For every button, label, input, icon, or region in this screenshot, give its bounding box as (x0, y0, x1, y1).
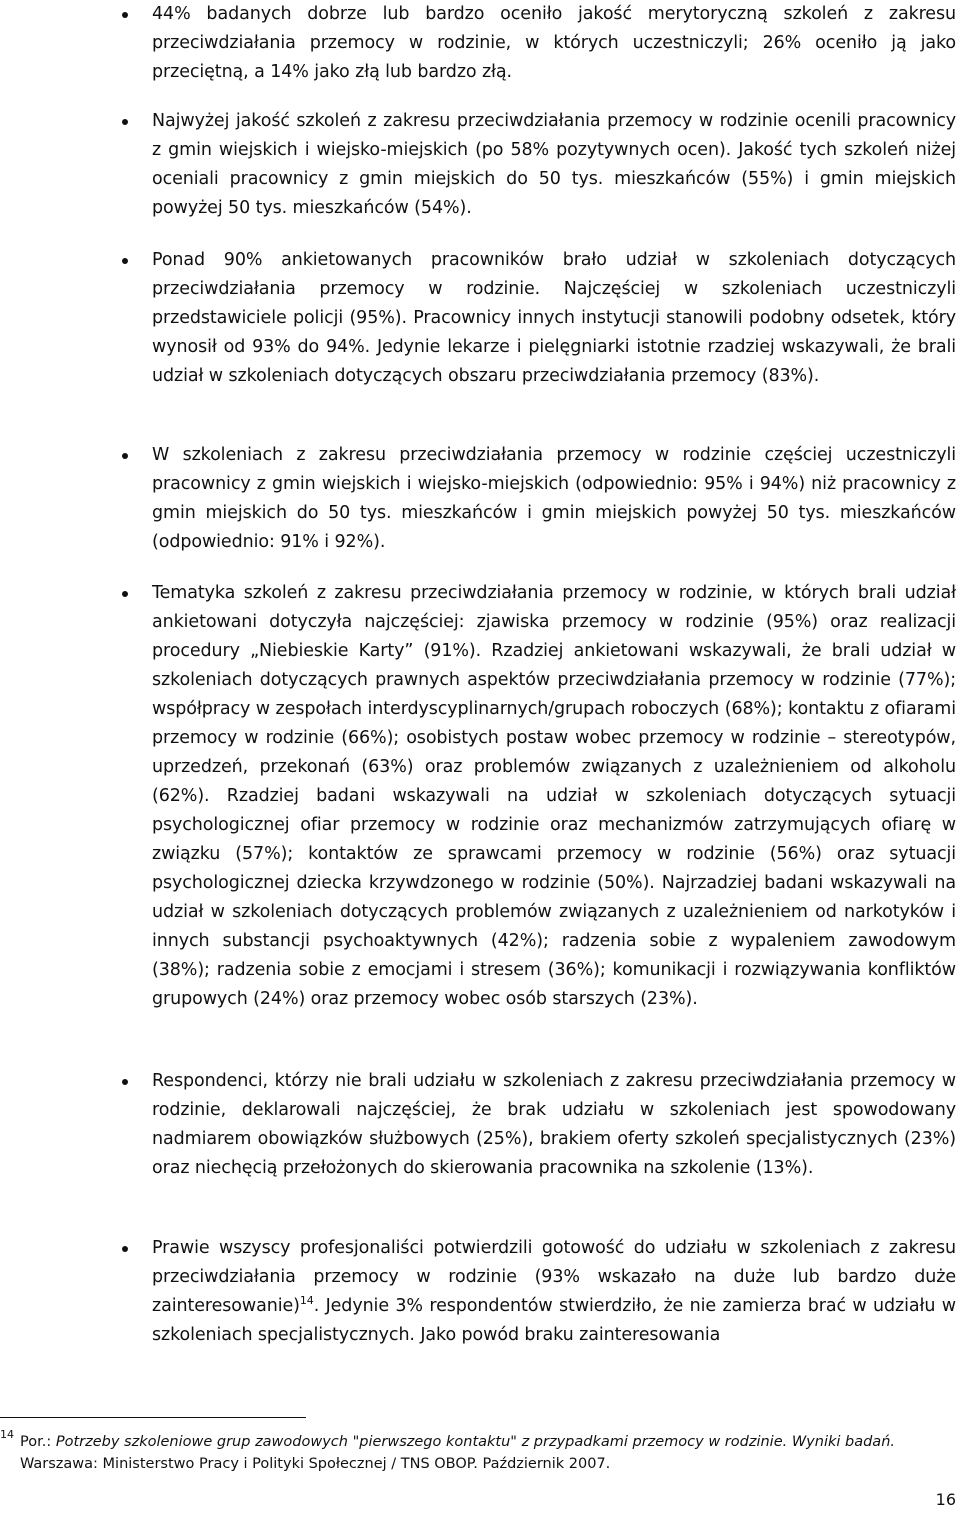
bullet-item (152, 579, 956, 1014)
footnote-reference[interactable]: 14 (299, 1294, 314, 1308)
page-number: 16 (935, 1490, 956, 1509)
bullet-text: 44% badanych dobrze lub bardzo oceniło jakość merytoryczną szkoleń z zakresu przeciwdziałania przemocy w rodzinie, w których uczestniczyli; 26% oceniło ją jako przeciętną, a 14% jako złą lub bardzo złą. (152, 4, 956, 82)
footnote-separator (0, 1417, 306, 1418)
bullet-dot (122, 591, 128, 597)
bullet-dot (122, 258, 128, 264)
bullet-dot (122, 12, 128, 18)
bullet-item (152, 441, 956, 557)
bullet-text: Prawie wszyscy profesjonaliści potwierdzili gotowość do udziału w szkoleniach z zakresu przeciwdziałania przemocy w rodzinie (93% wskazało na duże lub bardzo duże zainteresowanie) (152, 1238, 956, 1316)
bullet-text-continued: . Jedynie 3% respondentów stwierdziło, że nie zamierza brać w udziału w szkoleniach specjalistycznych. Jako powód braku zainteresowania (152, 1296, 956, 1345)
bullet-text: Najwyżej jakość szkoleń z zakresu przeciwdziałania przemocy w rodzinie ocenili pracownicy z gmin wiejskich i wiejsko-miejskich (po 58% pozytywnych ocen). Jakość tych szkoleń niżej oceniali pracownicy z gmin miejskich do 50 tys. mieszkańców (55%) i gmin miejskich powyżej 50 tys. mieszkańców (54%). (152, 111, 956, 218)
footnote-prefix: Por.: (20, 1434, 56, 1450)
footnote-title: Potrzeby szkoleniowe grup zawodowych "pierwszego kontaktu" z przypadkami przemocy w rodzinie. Wyniki badań. (55, 1434, 895, 1450)
bullet-text: Respondenci, którzy nie brali udziału w szkoleniach z zakresu przeciwdziałania przemocy w rodzinie, deklarowali najczęściej, że brak udziału w szkoleniach jest spowodowany nadmiarem obowiązków służbowych (25%), brakiem oferty szkoleń specjalistycznych (23%) oraz niechęcią przełożonych do skierowania pracownika na szkolenie (13%). (152, 1071, 956, 1178)
bullet-text: W szkoleniach z zakresu przeciwdziałania przemocy w rodzinie częściej uczestniczyli pracownicy z gmin wiejskich i wiejsko-miejskich (odpowiednio: 95% i 94%) niż pracownicy z gmin miejskich do 50 tys. mieszkańców i gmin miejskich powyżej 50 tys. mieszkańców (odpowiednio: 91% i 92%). (152, 445, 956, 552)
bullet-text: Tematyka szkoleń z zakresu przeciwdziałania przemocy w rodzinie, w których brali udział ankietowani dotyczyła najczęściej: zjawiska przemocy w rodzinie (95%) oraz realizacji procedury „Niebieskie Karty” (91%). Rzadziej ankietowani wskazywali, że brali udział w szkoleniach dotyczących prawnych aspektów przeciwdziałania przemocy w rodzinie (77%); współpracy w zespołach interdyscyplinarnych/grupach roboczych (68%); kontaktu z ofiarami przemocy w rodzinie (66%); osobistych postaw wobec przemocy w rodzinie – stereotypów, uprzedzeń, przekonań (63%) oraz problemów związanych z uzależnieniem od alkoholu (62%). Rzadziej badani wskazywali na udział w szkoleniach dotyczących sytuacji psychologicznej ofiar przemocy w rodzinie oraz mechanizmów zatrzymujących ofiarę w związku (57%); kontaktów ze sprawcami przemocy w rodzinie (56%) oraz sytuacji psychologicznej dziecka krzywdzonego w rodzinie (50%). Najrzadziej badani wskazywali na udział w szkoleniach dotyczących problemów związanych z uzależnieniem od narkotyków i innych substancji psychoaktywnych (42%); radzenia sobie z wypaleniem zawodowym (38%); radzenia sobie z emocjami i stresem (36%); komunikacji i rozwiązywania konfliktów grupowych (24%) oraz przemocy wobec osób starszych (23%). (152, 583, 956, 1009)
bullet-text: Ponad 90% ankietowanych pracowników brało udział w szkoleniach dotyczących przeciwdziałania przemocy w rodzinie. Najczęściej w szkoleniach uczestniczyli przedstawiciele policji (95%). Pracownicy innych instytucji stanowili podobny odsetek, który wynosił od 93% do 94%. Jedynie lekarze i pielęgniarki istotnie rzadziej wskazywali, że brali udział w szkoleniach dotyczących obszaru przeciwdziałania przemocy (83%). (152, 250, 956, 386)
bullet-item (152, 246, 956, 391)
footnote-publisher: Warszawa: Ministerstwo Pracy i Polityki Społecznej / TNS OBOP. Październik 2007. (20, 1456, 611, 1472)
bullet-item (152, 107, 956, 223)
bullet-item (152, 0, 956, 87)
bullet-item (152, 1234, 956, 1350)
footnote-citation (20, 1431, 895, 1453)
bullet-dot (122, 453, 128, 459)
bullet-item (152, 1067, 956, 1183)
bullet-dot (122, 1079, 128, 1085)
footnote-number: 14 (0, 1428, 14, 1441)
bullet-dot (122, 119, 128, 125)
bullet-dot (122, 1246, 128, 1252)
